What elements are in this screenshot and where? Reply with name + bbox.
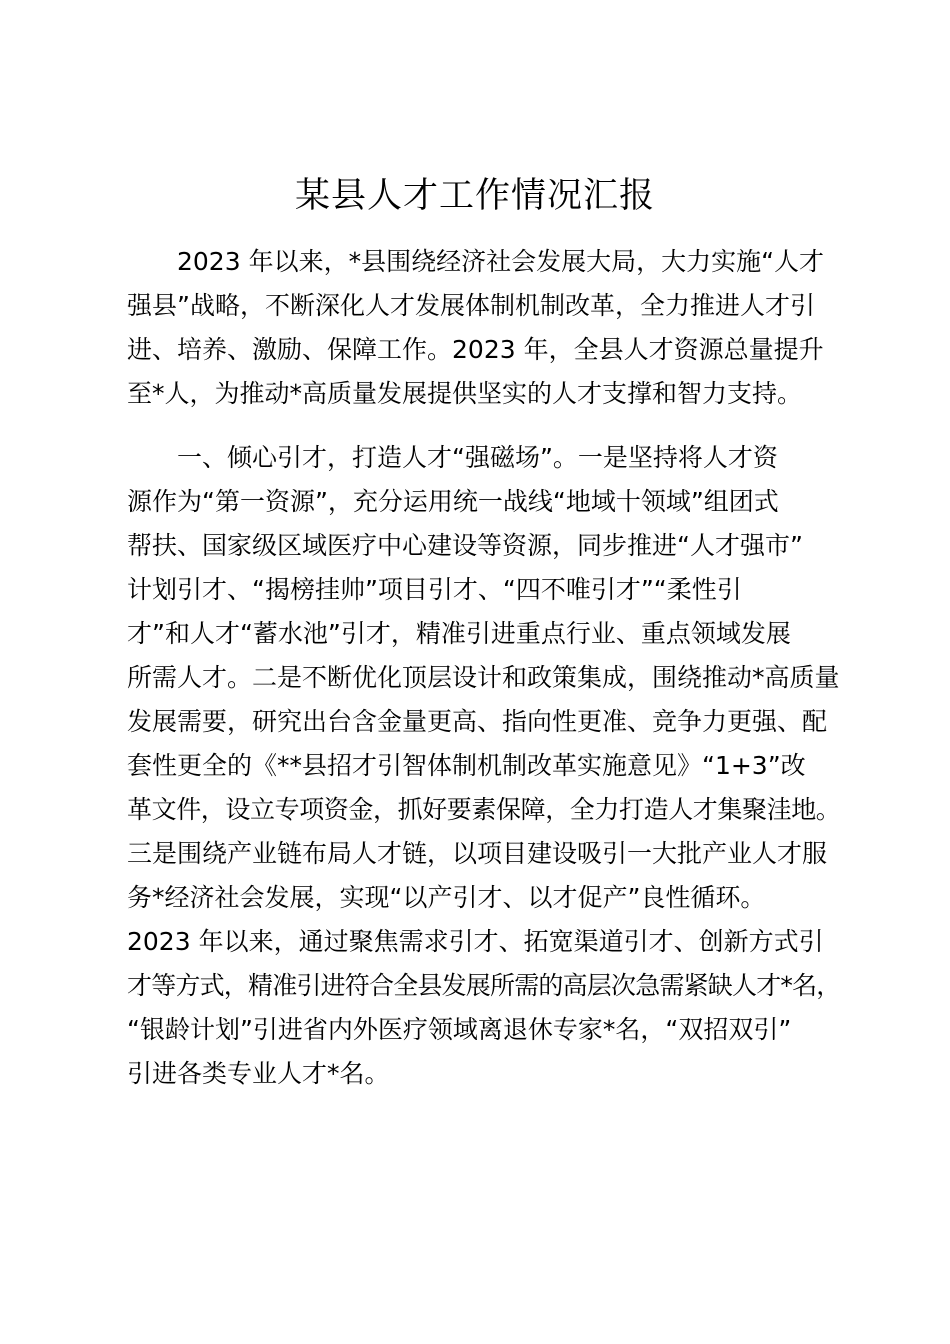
paragraph-line: 一、倾心引才，打造人才“强磁场”。一是坚持将人才资 [177, 443, 778, 472]
paragraph-line: 进、培养、激励、保障工作。2023 年，全县人才资源总量提升 [127, 335, 824, 364]
paragraph-line: 引进各类专业人才*名。 [127, 1059, 390, 1088]
paragraph-line: 帮扶、国家级区域医疗中心建设等资源，同步推进“人才强市” [127, 531, 803, 560]
paragraph-line: 才”和人才“蓄水池”引才，精准引进重点行业、重点领域发展 [127, 619, 791, 648]
paragraph-line: 计划引才、“揭榜挂帅”项目引才、“四不唯引才”“柔性引 [127, 575, 742, 604]
paragraph-line: “银龄计划”引进省内外医疗领域离退休专家*名，“双招双引” [127, 1015, 792, 1044]
paragraph-line: 2023 年以来，通过聚焦需求引才、拓宽渠道引才、创新方式引 [127, 927, 824, 956]
paragraph-intro [127, 240, 842, 416]
paragraph-section-one [127, 436, 842, 1096]
paragraph-line: 套性更全的《**县招才引智体制机制改革实施意见》“1+3”改 [127, 751, 806, 780]
paragraph-line: 发展需要，研究出台含金量更高、指向性更准、竞争力更强、配 [127, 707, 828, 736]
paragraph-line: 才等方式，精准引进符合全县发展所需的高层次急需紧缺人才*名， [127, 971, 841, 1000]
paragraph-line: 源作为“第一资源”，充分运用统一战线“地域十领域”组团式 [127, 487, 779, 516]
paragraph-line: 务*经济社会发展，实现“以产引才、以才促产”良性循环。 [127, 883, 766, 912]
document-title: 某县人才工作情况汇报 [294, 176, 655, 216]
paragraph-line: 三是围绕产业链布局人才链，以项目建设吸引一大批产业人才服 [127, 839, 828, 868]
paragraph-line: 革文件，设立专项资金，抓好要素保障，全力打造人才集聚洼地。 [127, 795, 841, 824]
paragraph-line: 所需人才。二是不断优化顶层设计和政策集成，围绕推动*高质量 [127, 663, 840, 692]
paragraph-line: 至*人，为推动*高质量发展提供坚实的人才支撑和智力支持。 [127, 379, 803, 408]
paragraph-line: 强县”战略，不断深化人才发展体制机制改革，全力推进人才引 [127, 291, 815, 320]
paragraph-line: 2023 年以来，*县围绕经济社会发展大局，大力实施“人才 [177, 247, 825, 276]
